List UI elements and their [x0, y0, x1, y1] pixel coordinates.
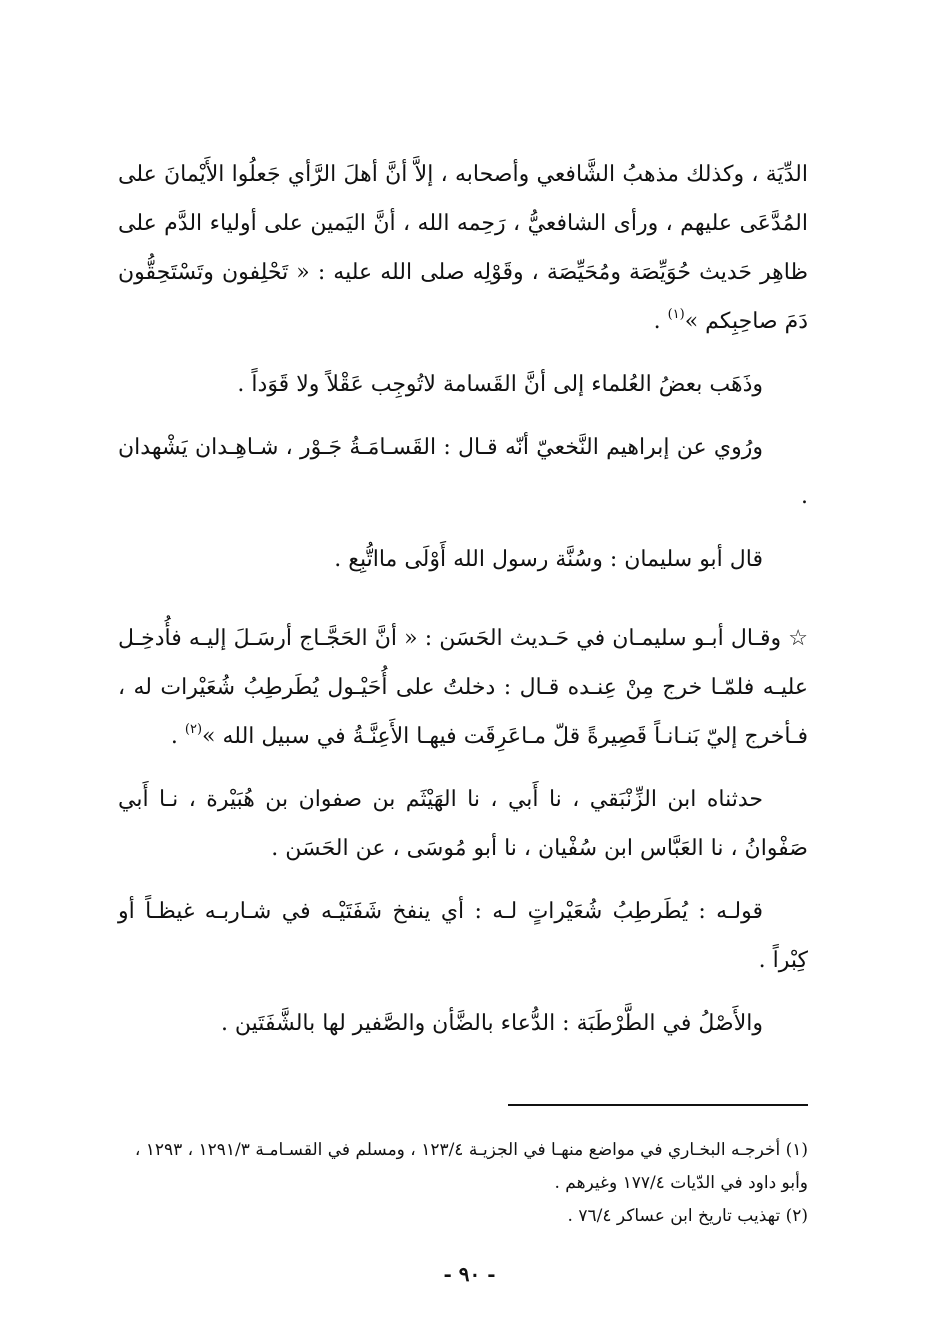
paragraph-8: والأَصْلُ في الطَّرْطَبَة : الدُّعاء بالضَّأن والصَّفير لها بالشَّفَتَين .: [220, 1011, 763, 1036]
paragraph-1: الدِّيَة ، وكذلك مذهبُ الشَّافعي وأصحابه ، إلاَّ أنَّ أهلَ الرَّأي جَعلُوا الأَيْمانَ على المُدَّعَى عليهم ، ورأى الشافعيُّ ، رَحِمه الله ، أنَّ اليَمين على أولياء الدَّم على ظاهِر حَديث حُوَيِّصَة ومُحَيِّصَة ، وقَوْلِه صلى الله عليه : « تَحْلِفون وتَسْتَحِقُّون دَمَ صاحِبِكم »$^{(١)}$ .: [118, 162, 808, 334]
footnote-ref-2: (٢): [184, 722, 203, 737]
paragraph-4: قال أبو سليمان : وسُنَّة رسول الله أَوْلَى مااتُّبِع .: [334, 547, 763, 572]
footnote-ref-1: (١): [667, 307, 685, 322]
paragraph-3: ورُوي عن إبراهيم النَّخعيّ أنّه قـال : القَسـامَـةُ جَـوْر ، شـاهِـدان يَشْهدان .: [118, 435, 808, 509]
footnote-divider: [508, 1104, 808, 1106]
paragraph-6: حدثناه ابن الزِّنْبَقي ، نا أَبي ، نا الهَيْثَم بن صفوان بن هُبَيْرة ، نـا أَبي صَفْوانُ ، نا العَبَّاس ابن سُفْيان ، نا أبو مُوسَى ، عن الحَسَن .: [118, 787, 808, 861]
footnote-1: (١) أخرجـه البخـاري في مواضع منهـا في الجزيـة ١٢٣/٤ ، ومسلم في القسـامـة ١٢٩١/٣ ، ١٢٩٣ ، وأبو داود في الدّيات ١٧٧/٤ وغيرهم .: [134, 1140, 808, 1193]
paragraph-5: ☆ وقـال أبـو سليمـان في حَـديث الحَسَن : « أنَّ الحَجَّـاج أرسَـلَ إليـه فأُدخِـل عليـه فلمّـا خرج مِنْ عِنـده قـال : دخلتُ على أُحَيْـول يُطَرطِبُ شُعَيْرات له ، فـأخرج إليّ بَنـانـاً قَصِيرةً قلّ مـاعَرِقَت فيهـا الأَعِنَّـةُ في سبيل الله »$^{(٢)}$ .: [118, 626, 808, 749]
footnote-2: (٢) تهذيب تاريخ ابن عساكر ٧٦/٤ .: [567, 1206, 808, 1226]
paragraph-7: قولـه : يُطَرطِبُ شُعَيْراتٍ لـه : أي ينفخ شَفَتَيْـه في شـاربـه غيظـاً أو كِبْراً .: [118, 899, 808, 973]
main-text: [118, 150, 808, 1062]
paragraph-2: وذَهَب بعضُ العُلماء إلى أنَّ القَسامة لاتُوجِب عَقْلاً ولا قَوَداً .: [237, 372, 763, 397]
footnotes: [118, 1134, 808, 1233]
page-number: - ٩٠ -: [443, 1262, 496, 1286]
